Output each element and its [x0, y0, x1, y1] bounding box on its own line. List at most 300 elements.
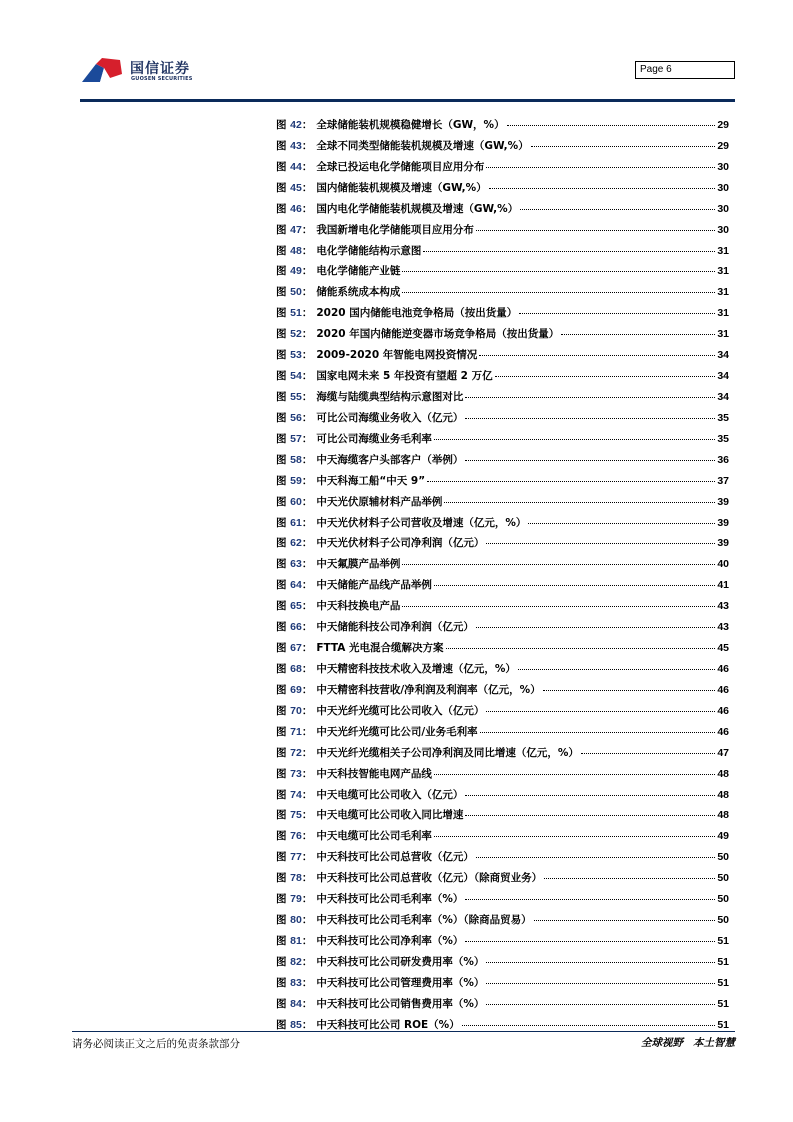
- toc-entry[interactable]: [276, 389, 729, 410]
- figure-prefix: 图: [276, 349, 287, 362]
- page-reference: 31: [717, 307, 729, 320]
- figure-number: 60: [290, 495, 302, 508]
- leader-dots: [534, 920, 716, 921]
- figure-prefix: 图: [276, 160, 287, 173]
- figure-title: 中天光纤光缆可比公司/业务毛利率: [316, 725, 478, 738]
- figure-title: 中天科海工船“中天 9”: [316, 474, 426, 487]
- logo-english-name: GUOSEN SECURITIES: [131, 76, 193, 82]
- figure-prefix: 图: [276, 600, 287, 613]
- figure-label: 图 44：: [276, 160, 313, 173]
- leader-dots: [581, 753, 715, 754]
- toc-entry[interactable]: [276, 975, 729, 996]
- toc-entry[interactable]: [276, 117, 729, 138]
- figure-number: 64: [290, 579, 302, 592]
- toc-entry[interactable]: [276, 347, 729, 368]
- figure-label: 图 85：: [276, 1018, 313, 1031]
- figure-prefix: 图: [276, 1018, 287, 1031]
- page-reference: 40: [717, 558, 729, 571]
- figure-title: 全球已投运电化学储能项目应用分布: [316, 160, 485, 173]
- figure-label: 图 46：: [276, 202, 313, 215]
- page-reference: 50: [717, 851, 729, 864]
- page-reference: 37: [717, 474, 729, 487]
- toc-entry[interactable]: [276, 619, 729, 640]
- figure-label: 图 56：: [276, 411, 313, 424]
- page-reference: 51: [717, 997, 729, 1010]
- figure-label: 图 48：: [276, 244, 313, 257]
- page-reference: 30: [717, 202, 729, 215]
- leader-dots: [446, 648, 716, 649]
- figure-prefix: 图: [276, 579, 287, 592]
- leader-dots: [479, 355, 715, 356]
- figure-label: 图 75：: [276, 809, 313, 822]
- figure-number: 63: [290, 558, 302, 571]
- figure-number: 79: [290, 893, 302, 906]
- figure-prefix: 图: [276, 286, 287, 299]
- toc-entry[interactable]: [276, 473, 729, 494]
- figure-title: 中天精密科技营收/净利润及利润率（亿元，%）: [316, 683, 541, 696]
- page-reference: 50: [717, 914, 729, 927]
- figure-title: 中天光伏材料子公司营收及增速（亿元，%）: [316, 516, 527, 529]
- figure-number: 75: [290, 809, 302, 822]
- leader-dots: [476, 230, 715, 231]
- figure-label: 图 84：: [276, 997, 313, 1010]
- figure-prefix: 图: [276, 955, 287, 968]
- leader-dots: [465, 795, 715, 796]
- footer-slogan: [641, 1035, 735, 1050]
- figure-label: 图 83：: [276, 976, 313, 989]
- leader-dots: [489, 188, 716, 189]
- toc-entry[interactable]: [276, 368, 729, 389]
- figure-prefix: 图: [276, 223, 287, 236]
- figure-prefix: 图: [276, 181, 287, 194]
- page-reference: 30: [717, 223, 729, 236]
- page-reference: 31: [717, 328, 729, 341]
- leader-dots: [528, 523, 715, 524]
- figure-prefix: 图: [276, 119, 287, 131]
- toc-entry[interactable]: [276, 305, 729, 326]
- leader-dots: [561, 334, 715, 335]
- page-reference: 30: [717, 181, 729, 194]
- figure-label: 图 52：: [276, 328, 313, 341]
- figure-title: 中天科技智能电网产品线: [316, 767, 432, 780]
- figure-title: 中天科技可比公司毛利率（%）（除商品贸易）: [316, 914, 532, 927]
- page-reference: 45: [717, 642, 729, 655]
- figure-label: 图 69：: [276, 683, 313, 696]
- leader-dots: [486, 1004, 715, 1005]
- leader-dots: [465, 815, 715, 816]
- figure-label: 图 79：: [276, 893, 313, 906]
- leader-dots: [402, 271, 715, 272]
- figure-prefix: 图: [276, 683, 287, 696]
- toc-entry[interactable]: [276, 243, 729, 264]
- page-reference: 51: [717, 934, 729, 947]
- figure-title: 2020 年国内储能逆变器市场竞争格局（按出货量）: [316, 328, 560, 341]
- leader-dots: [465, 460, 715, 461]
- figure-title: 中天电缆可比公司毛利率: [316, 830, 432, 843]
- figure-title: 储能系统成本构成: [316, 286, 401, 299]
- figure-number: 50: [290, 286, 302, 299]
- figure-title: 中天光纤光缆相关子公司净利润及同比增速（亿元，%）: [316, 746, 579, 759]
- figure-prefix: 图: [276, 830, 287, 843]
- figure-number: 44: [290, 160, 302, 173]
- page-reference: 34: [717, 370, 729, 383]
- figure-number: 52: [290, 328, 302, 341]
- figure-label: 图 65：: [276, 600, 313, 613]
- page-reference: 41: [717, 579, 729, 592]
- figure-title: 海缆与陆缆典型结构示意图对比: [316, 390, 464, 403]
- logo-chinese-name: 国信证券: [130, 61, 190, 77]
- figure-number: 61: [290, 516, 302, 529]
- page-reference: 46: [717, 662, 729, 675]
- figure-number: 82: [290, 955, 302, 968]
- figure-title: 中天科技可比公司净利率（%）: [316, 934, 464, 947]
- figure-prefix: 图: [276, 558, 287, 571]
- figure-title: 中天科技换电产品: [316, 600, 401, 613]
- page-reference: 51: [717, 1018, 729, 1031]
- page-reference: 50: [717, 872, 729, 885]
- figure-prefix: 图: [276, 809, 287, 822]
- figure-prefix: 图: [276, 893, 287, 906]
- figure-prefix: 图: [276, 411, 287, 424]
- figure-title: 中天科技可比公司毛利率（%）: [316, 893, 464, 906]
- page-number-box: Page 6: [635, 61, 735, 79]
- toc-entry[interactable]: [276, 410, 729, 431]
- figure-number: 69: [290, 683, 302, 696]
- toc-entry[interactable]: [276, 849, 729, 870]
- leader-dots: [462, 1025, 716, 1026]
- page-reference: 31: [717, 244, 729, 257]
- page-reference: 48: [717, 809, 729, 822]
- leader-dots: [444, 502, 715, 503]
- figure-number: 74: [290, 788, 302, 801]
- page-reference: 31: [717, 286, 729, 299]
- figure-label: 图 54：: [276, 370, 313, 383]
- toc-entry[interactable]: [276, 933, 729, 954]
- figure-number: 56: [290, 411, 302, 424]
- figure-prefix: 图: [276, 537, 287, 550]
- toc-entry[interactable]: [276, 787, 729, 808]
- figure-label: 图 55：: [276, 390, 313, 403]
- figure-title: 2020 国内储能电池竞争格局（按出货量）: [316, 307, 518, 320]
- leader-dots: [402, 606, 715, 607]
- guosen-logo-icon: [80, 56, 124, 84]
- toc-entry[interactable]: [276, 891, 729, 912]
- figure-prefix: 图: [276, 307, 287, 320]
- toc-entry[interactable]: [276, 515, 729, 536]
- leader-dots: [434, 439, 715, 440]
- figure-prefix: 图: [276, 474, 287, 487]
- leader-dots: [402, 292, 715, 293]
- leader-dots: [423, 251, 715, 252]
- leader-dots: [544, 878, 715, 879]
- figure-prefix: 图: [276, 328, 287, 341]
- figure-title: 国家电网未来 5 年投资有望超 2 万亿: [316, 370, 493, 383]
- footer-divider: [72, 1031, 735, 1032]
- figure-prefix: 图: [276, 390, 287, 403]
- toc-entry[interactable]: [276, 180, 729, 201]
- figure-number: 43: [290, 139, 302, 152]
- toc-entry[interactable]: [276, 222, 729, 243]
- page-reference: 29: [717, 139, 729, 152]
- slogan-part-2: 本土智慧: [693, 1037, 735, 1049]
- figure-title: 中天科技可比公司研发费用率（%）: [316, 955, 485, 968]
- figure-number: 80: [290, 914, 302, 927]
- leader-dots: [465, 941, 715, 942]
- leader-dots: [434, 585, 715, 586]
- figure-label: 图 43：: [276, 139, 313, 152]
- figure-prefix: 图: [276, 621, 287, 634]
- leader-dots: [465, 418, 715, 419]
- leader-dots: [402, 564, 715, 565]
- figure-prefix: 图: [276, 725, 287, 738]
- page-reference: 34: [717, 349, 729, 362]
- figure-label: 图 71：: [276, 725, 313, 738]
- page-reference: 39: [717, 537, 729, 550]
- page-reference: 35: [717, 432, 729, 445]
- toc-entry[interactable]: [276, 661, 729, 682]
- leader-dots: [486, 962, 715, 963]
- leader-dots: [486, 711, 715, 712]
- figure-number: 76: [290, 830, 302, 843]
- page-reference: 49: [717, 830, 729, 843]
- figure-number: 46: [290, 202, 302, 215]
- figure-number: 55: [290, 390, 302, 403]
- toc-entry[interactable]: [276, 828, 729, 849]
- page-reference: 51: [717, 976, 729, 989]
- figure-label: 图 67：: [276, 642, 313, 655]
- page-reference: 47: [717, 746, 729, 759]
- figure-label: 图 42：: [276, 119, 313, 131]
- leader-dots: [465, 397, 715, 398]
- figure-number: 49: [290, 265, 302, 278]
- toc-entry[interactable]: [276, 996, 729, 1017]
- figure-prefix: 图: [276, 976, 287, 989]
- figure-number: 66: [290, 621, 302, 634]
- toc-entry[interactable]: [276, 640, 729, 661]
- figure-number: 73: [290, 767, 302, 780]
- figure-prefix: 图: [276, 662, 287, 675]
- figure-label: 图 57：: [276, 432, 313, 445]
- figure-title: 中天精密科技技术收入及增速（亿元，%）: [316, 662, 516, 675]
- figure-prefix: 图: [276, 432, 287, 445]
- figure-label: 图 64：: [276, 579, 313, 592]
- figure-label: 图 66：: [276, 621, 313, 634]
- toc-entry[interactable]: [276, 201, 729, 222]
- figure-number: 48: [290, 244, 302, 257]
- leader-dots: [531, 146, 716, 147]
- figure-title: 中天光纤光缆可比公司收入（亿元）: [316, 704, 485, 717]
- leader-dots: [486, 167, 715, 168]
- figure-list: [276, 117, 729, 1038]
- figure-title: 中天科技可比公司销售费用率（%）: [316, 997, 485, 1010]
- page-reference: 48: [717, 788, 729, 801]
- figure-number: 51: [290, 307, 302, 320]
- leader-dots: [486, 543, 715, 544]
- leader-dots: [465, 899, 715, 900]
- page-reference: 39: [717, 495, 729, 508]
- figure-label: 图 60：: [276, 495, 313, 508]
- toc-entry[interactable]: [276, 556, 729, 577]
- figure-label: 图 63：: [276, 558, 313, 571]
- figure-number: 71: [290, 725, 302, 738]
- figure-label: 图 82：: [276, 955, 313, 968]
- figure-number: 53: [290, 349, 302, 362]
- toc-entry[interactable]: [276, 284, 729, 305]
- figure-title: 中天科技可比公司管理费用率（%）: [316, 976, 485, 989]
- figure-prefix: 图: [276, 516, 287, 529]
- figure-label: 图 72：: [276, 746, 313, 759]
- figure-prefix: 图: [276, 370, 287, 383]
- figure-title: 中天海缆客户头部客户（举例）: [316, 453, 464, 466]
- page-reference: 46: [717, 704, 729, 717]
- figure-number: 78: [290, 872, 302, 885]
- leader-dots: [476, 857, 715, 858]
- page-reference: 51: [717, 955, 729, 968]
- toc-entry[interactable]: [276, 535, 729, 556]
- figure-prefix: 图: [276, 914, 287, 927]
- figure-prefix: 图: [276, 767, 287, 780]
- figure-prefix: 图: [276, 265, 287, 278]
- figure-number: 42: [290, 119, 302, 131]
- company-logo: [80, 56, 210, 86]
- figure-number: 85: [290, 1018, 302, 1031]
- figure-label: 图 74：: [276, 788, 313, 801]
- figure-label: 图 47：: [276, 223, 313, 236]
- figure-label: 图 70：: [276, 704, 313, 717]
- leader-dots: [486, 983, 715, 984]
- page-reference: 35: [717, 411, 729, 424]
- figure-prefix: 图: [276, 495, 287, 508]
- figure-title: 中天光伏材料子公司净利润（亿元）: [316, 537, 485, 550]
- figure-label: 图 81：: [276, 934, 313, 947]
- figure-title: FTTA 光电混合缆解决方案: [316, 642, 444, 655]
- figure-number: 84: [290, 997, 302, 1010]
- figure-title: 可比公司海缆业务收入（亿元）: [316, 411, 464, 424]
- figure-label: 图 77：: [276, 851, 313, 864]
- toc-entry[interactable]: [276, 494, 729, 515]
- page-reference: 29: [717, 119, 729, 131]
- slogan-part-1: 全球视野: [641, 1037, 683, 1049]
- figure-number: 47: [290, 223, 302, 236]
- figure-label: 图 68：: [276, 662, 313, 675]
- toc-entry[interactable]: [276, 326, 729, 347]
- figure-title: 中天电缆可比公司收入同比增速: [316, 809, 464, 822]
- figure-prefix: 图: [276, 997, 287, 1010]
- figure-number: 77: [290, 851, 302, 864]
- figure-title: 电化学储能结构示意图: [316, 244, 422, 257]
- toc-entry[interactable]: [276, 452, 729, 473]
- toc-entry[interactable]: [276, 703, 729, 724]
- figure-number: 58: [290, 453, 302, 466]
- figure-prefix: 图: [276, 704, 287, 717]
- page-reference: 43: [717, 621, 729, 634]
- figure-number: 70: [290, 704, 302, 717]
- leader-dots: [520, 209, 715, 210]
- figure-title: 中天科技可比公司总营收（亿元）（除商贸业务）: [316, 872, 543, 885]
- header-divider: [80, 99, 735, 102]
- leader-dots: [427, 481, 715, 482]
- figure-title: 国内储能装机规模及增速（GW,%）: [316, 181, 487, 194]
- leader-dots: [476, 627, 715, 628]
- figure-prefix: 图: [276, 746, 287, 759]
- figure-title: 中天科技可比公司 ROE（%）: [316, 1018, 460, 1031]
- toc-entry[interactable]: [276, 159, 729, 180]
- figure-number: 59: [290, 474, 302, 487]
- figure-title: 可比公司海缆业务毛利率: [316, 432, 432, 445]
- figure-label: 图 49：: [276, 265, 313, 278]
- figure-prefix: 图: [276, 642, 287, 655]
- figure-title: 中天储能科技公司净利润（亿元）: [316, 621, 474, 634]
- figure-title: 我国新增电化学储能项目应用分布: [316, 223, 474, 236]
- page-reference: 30: [717, 160, 729, 173]
- figure-title: 2009-2020 年智能电网投资情况: [316, 349, 478, 362]
- toc-entry[interactable]: [276, 745, 729, 766]
- figure-label: 图 53：: [276, 349, 313, 362]
- leader-dots: [519, 313, 715, 314]
- figure-label: 图 76：: [276, 830, 313, 843]
- toc-entry[interactable]: [276, 577, 729, 598]
- page-reference: 46: [717, 725, 729, 738]
- figure-title: 中天科技可比公司总营收（亿元）: [316, 851, 474, 864]
- figure-prefix: 图: [276, 244, 287, 257]
- toc-entry[interactable]: [276, 912, 729, 933]
- figure-label: 图 51：: [276, 307, 313, 320]
- figure-label: 图 78：: [276, 872, 313, 885]
- toc-entry[interactable]: [276, 954, 729, 975]
- toc-entry[interactable]: [276, 682, 729, 703]
- figure-prefix: 图: [276, 934, 287, 947]
- toc-entry[interactable]: [276, 766, 729, 787]
- page-reference: 48: [717, 767, 729, 780]
- page-reference: 36: [717, 453, 729, 466]
- figure-label: 图 61：: [276, 516, 313, 529]
- figure-title: 中天光伏原辅材料产品举例: [316, 495, 443, 508]
- page-reference: 31: [717, 265, 729, 278]
- figure-prefix: 图: [276, 202, 287, 215]
- toc-entry[interactable]: [276, 431, 729, 452]
- toc-entry[interactable]: [276, 263, 729, 284]
- toc-entry[interactable]: [276, 807, 729, 828]
- figure-prefix: 图: [276, 453, 287, 466]
- figure-label: 图 50：: [276, 286, 313, 299]
- figure-title: 全球不同类型储能装机规模及增速（GW,%）: [316, 139, 529, 152]
- figure-label: 图 80：: [276, 914, 313, 927]
- figure-prefix: 图: [276, 139, 287, 152]
- page-reference: 43: [717, 600, 729, 613]
- figure-number: 65: [290, 600, 302, 613]
- leader-dots: [495, 376, 716, 377]
- toc-entry[interactable]: [276, 598, 729, 619]
- toc-entry[interactable]: [276, 724, 729, 745]
- figure-label: 图 73：: [276, 767, 313, 780]
- figure-label: 图 62：: [276, 537, 313, 550]
- page-reference: 39: [717, 516, 729, 529]
- figure-title: 中天氟膜产品举例: [316, 558, 401, 571]
- figure-label: 图 45：: [276, 181, 313, 194]
- page-reference: 50: [717, 893, 729, 906]
- toc-entry[interactable]: [276, 138, 729, 159]
- leader-dots: [480, 732, 716, 733]
- leader-dots: [543, 690, 716, 691]
- figure-number: 68: [290, 662, 302, 675]
- figure-title: 中天储能产品线产品举例: [316, 579, 432, 592]
- page-reference: 34: [717, 390, 729, 403]
- figure-number: 81: [290, 934, 302, 947]
- leader-dots: [507, 125, 716, 126]
- figure-number: 62: [290, 537, 302, 550]
- figure-prefix: 图: [276, 851, 287, 864]
- toc-entry[interactable]: [276, 870, 729, 891]
